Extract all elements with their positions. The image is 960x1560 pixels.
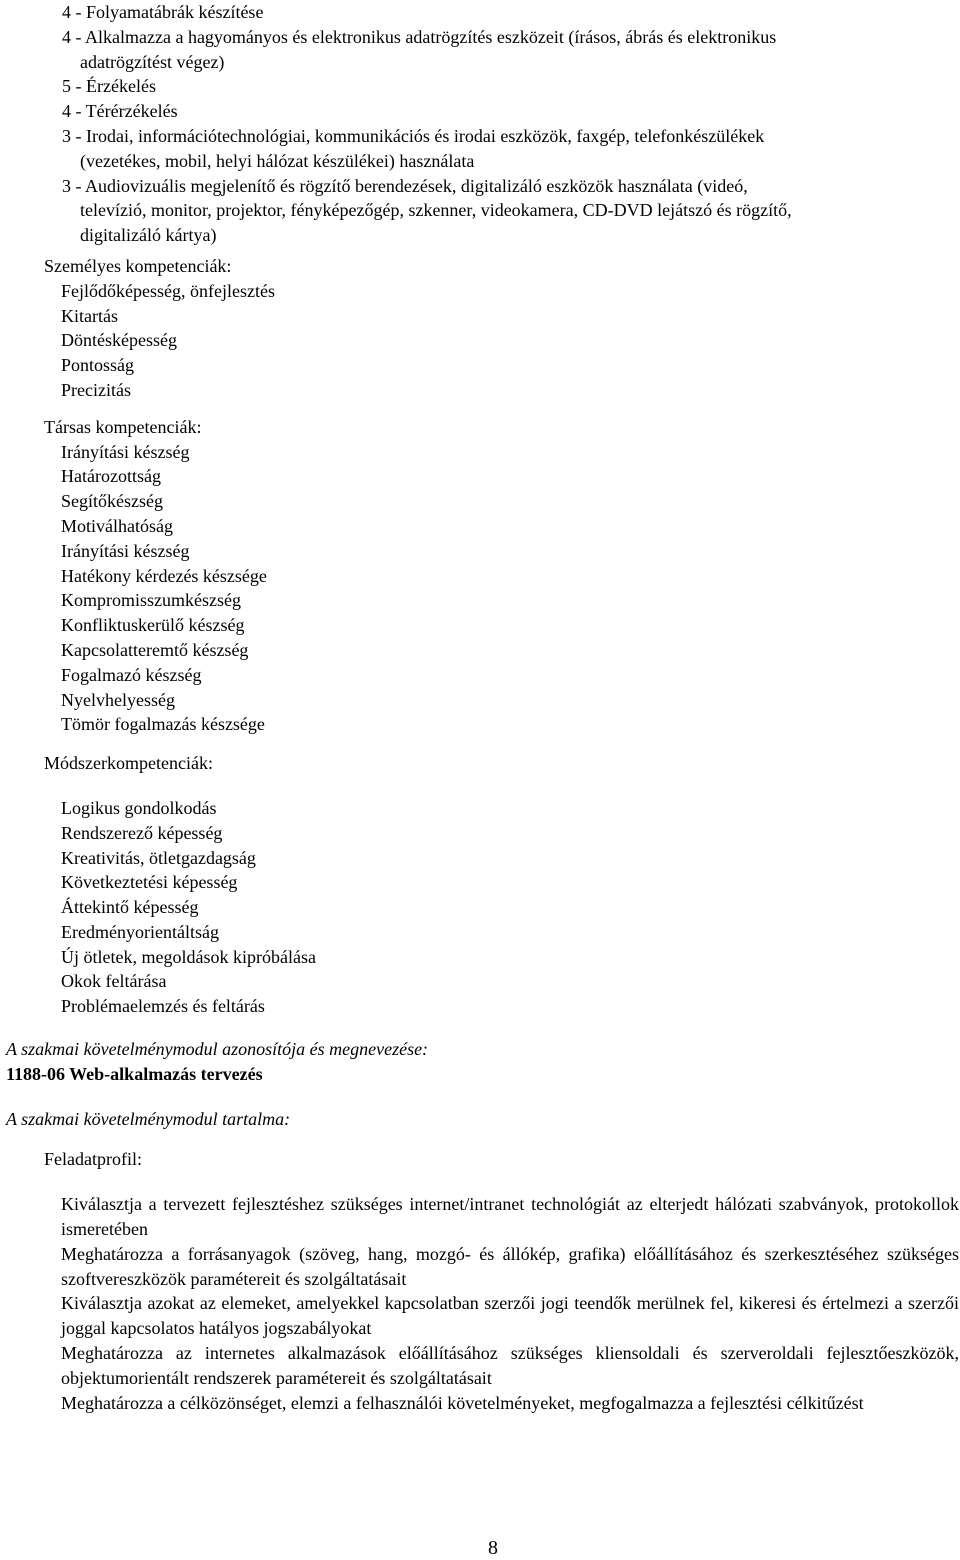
list-item: 4 - Folyamatábrák készítése: [62, 2, 264, 22]
module-id-value: 1188-06 Web-alkalmazás tervezés: [6, 1063, 263, 1084]
competency-item: Logikus gondolkodás: [61, 797, 217, 818]
competency-item: Okok feltárása: [61, 971, 167, 992]
competency-item: Új ötletek, megoldások kipróbálása: [61, 946, 316, 967]
personal-competencies-list: [0, 279, 960, 403]
task-item: Kiválasztja azokat az elemeket, amelyekkel kapcsolatban szerzői jogi teendők merülnek fel, kikeresi és értelmezi a szerzői joggal kapcsolatos hatályos jogszabályokat: [61, 1293, 959, 1339]
competency-item: Rendszerező képesség: [61, 822, 223, 843]
competency-item: Precizitás: [61, 379, 131, 400]
competency-item: Hatékony kérdezés készsége: [61, 565, 267, 586]
list-item: 5 - Érzékelés: [62, 76, 156, 97]
competency-item: Tömör fogalmazás készsége: [61, 714, 265, 735]
competency-item: Nyelvhelyesség: [61, 689, 175, 710]
list-item-continuation: digitalizáló kártya): [80, 225, 217, 246]
list-item: 3 - Irodai, információtechnológiai, kommunikációs és irodai eszközök, faxgép, telefonkészülékek: [62, 125, 765, 146]
list-item-continuation: (vezetékes, mobil, helyi hálózat készülékei) használata: [80, 150, 475, 171]
competency-item: Kreativitás, ötletgazdagság: [61, 847, 256, 868]
competency-item: Kitartás: [61, 305, 118, 326]
list-item: 4 - Alkalmazza a hagyományos és elektronikus adatrögzítés eszközeit (írásos, ábrás és elektronikus: [62, 26, 777, 47]
task-list: [0, 1192, 960, 1415]
competency-item: Határozottság: [61, 466, 161, 487]
social-competencies-heading: Társas kompetenciák:: [44, 416, 202, 437]
competency-item: Konfliktuskerülő készség: [61, 615, 245, 636]
task-item: Meghatározza a forrásanyagok (szöveg, hang, mozgó- és állókép, grafika) előállításához és szerkesztéséhez szükséges szoftvereszközök paramétereit és szolgáltatásait: [61, 1243, 959, 1289]
competency-item: Irányítási készség: [61, 540, 190, 561]
task-item: Meghatározza a célközönséget, elemzi a felhasználói követelményeket, megfogalmazza a fejlesztési célkitűzést: [61, 1392, 864, 1413]
competency-item: Döntésképesség: [61, 330, 177, 351]
method-competencies-list: [0, 796, 960, 1019]
competency-item: Kompromisszumkészség: [61, 590, 241, 611]
competency-item: Fogalmazó készség: [61, 664, 202, 685]
competency-item: Kapcsolatteremtő készség: [61, 639, 249, 660]
competency-item: Motiválhatóság: [61, 515, 173, 536]
competency-item: Áttekintő képesség: [61, 897, 199, 918]
competency-item: Irányítási készség: [61, 441, 190, 462]
task-profile-heading: Feladatprofil:: [44, 1149, 142, 1170]
competency-item: Következtetési képesség: [61, 872, 238, 893]
task-item: Meghatározza az internetes alkalmazások előállításához szükséges kliensoldali és szerveroldali fejlesztőeszközök, objektumorientált rendszerek paramétereit és szolgáltatásait: [61, 1343, 959, 1388]
list-item-continuation: televízió, monitor, projektor, fényképezőgép, szkenner, videokamera, CD-DVD lejátszó és rögzítő,: [80, 200, 792, 221]
method-competencies-heading: Módszerkompetenciák:: [44, 753, 213, 774]
competency-item: Segítőkészség: [61, 491, 163, 512]
personal-competencies-heading: Személyes kompetenciák:: [44, 255, 232, 276]
competency-item: Pontosság: [61, 355, 135, 376]
module-id-label: A szakmai követelménymodul azonosítója és megnevezése:: [6, 1039, 429, 1060]
top-list: [0, 0, 960, 248]
competency-item: Fejlődőképesség, önfejlesztés: [61, 280, 275, 301]
list-item-continuation: adatrögzítést végez): [80, 51, 225, 72]
competency-item: Eredményorientáltság: [61, 921, 219, 942]
list-item: 3 - Audiovizuális megjelenítő és rögzítő berendezések, digitalizáló eszközök használata (videó,: [62, 175, 748, 196]
module-content-label: A szakmai követelménymodul tartalma:: [6, 1108, 291, 1129]
list-item: 4 - Térérzékelés: [62, 101, 178, 122]
social-competencies-list: [0, 440, 960, 738]
competency-item: Problémaelemzés és feltárás: [61, 996, 265, 1017]
task-item: Kiválasztja a tervezett fejlesztéshez szükséges internet/intranet technológiát az elterjedt hálózati szabványok, protokollok ismeretében: [61, 1194, 959, 1240]
page-number: 8: [488, 1537, 498, 1559]
